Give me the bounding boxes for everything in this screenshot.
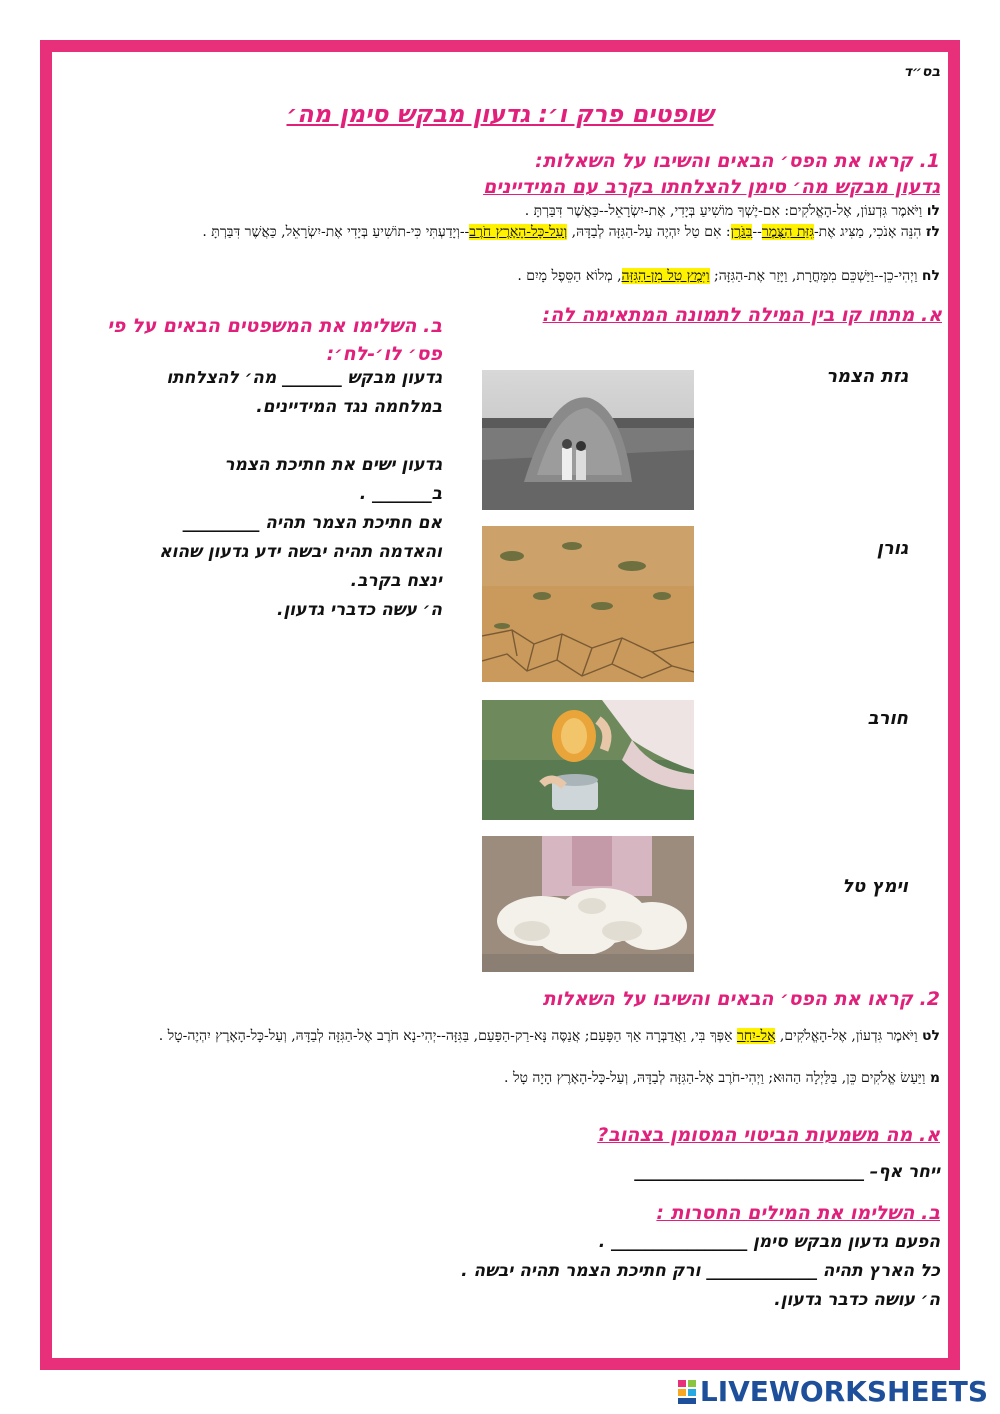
fill-in-line[interactable]: הפעם גדעון מבקש סימן ________________ .	[598, 1232, 940, 1252]
q2a-answer-line[interactable]: ייחר אף– ___________________________	[634, 1162, 940, 1182]
photo-haystack[interactable]	[482, 370, 694, 510]
q2b-sentences	[60, 1228, 940, 1315]
verse-text: , מְלוֹא הַסֵּפֶל מָיִם .	[517, 268, 622, 284]
highlight-wool-fleece: גִּזַּת הַצֶּמֶר	[761, 224, 814, 240]
verse-text: וַיַּעַשׂ אֱלֹקִים כֵּן, בַּלַּיְלָה הַהוּא; וַיְהִי-חֹרֶב אֶל-הַגִּזָּה לְבַדָּהּ, וְעַל-כָּל-הָאָרֶץ הָיָה טָל .	[504, 1070, 926, 1086]
match-word-wool[interactable]: גזת הצמר	[826, 366, 908, 387]
highlight-anger: אַל-יִחַר	[736, 1028, 776, 1044]
fill-in-line[interactable]: כל הארץ תהיה _____________ ורק חתיכת הצמר תהיה יבשה .	[461, 1261, 940, 1281]
blank-spacer	[92, 422, 442, 451]
sentence-line: במלחמה נגד המידיינים.	[256, 397, 442, 417]
highlight-wrung-dew: וַיִּמֶץ טַל מִן-הַגִּזָּה	[621, 268, 710, 284]
verse-38	[95, 266, 940, 287]
part-b-sentences	[92, 364, 442, 625]
verse-number: לט	[922, 1028, 940, 1044]
logo-icon	[678, 1378, 696, 1402]
logo-text: LIVEWORKSHEETS	[699, 1375, 988, 1408]
match-word-dryness[interactable]: חורב	[867, 708, 908, 729]
page-title: שופטים פרק ו׳: גדעון מבקש סימן מה׳	[286, 100, 714, 128]
verse-text: : אִם טַל יִהְיֶה עַל-הַגִּזָּה לְבַדָּהּ,	[567, 224, 731, 240]
sentence-line[interactable]: אם חתיכת הצמר תהיה _________	[182, 513, 442, 533]
verse-number: לח	[921, 268, 940, 284]
verse-text: וַיְהִי-כֵן--וַיַּשְׁכֵּם מִמָּחֳרָת, וַיָּזַר אֶת-הַגִּזָּה;	[709, 268, 918, 284]
verse-37	[95, 222, 940, 243]
match-word-wrung-dew[interactable]: וימץ טל	[842, 876, 908, 897]
verse-text: וַיֹּאמֶר גִּדְעוֹן, אֶל-הָאֱלֹקִים: אִם-יֶשְׁךָ מוֹשִׁיעַ בְּיָדִי, אֶת-יִשְׂרָאֵל--כַּאֲשֶׁר דִּבַּרְתָּ .	[524, 203, 923, 219]
liveworksheets-logo	[678, 1375, 988, 1408]
verse-39	[95, 1026, 940, 1047]
sentence-line: ה׳ עשה כדברי גדעון.	[277, 600, 442, 620]
verse-number: לו	[926, 203, 940, 219]
sentence-line: גדעון מבקש _______ מה׳ להצלחתו	[166, 368, 442, 388]
highlight-threshing-floor: בַּגֹּרֶן	[730, 224, 753, 240]
part-a-heading: א. מתחו קו בין המילה לתמונה המתאימה לה:	[542, 304, 942, 326]
sentence-line: גדעון ישים את חתיכת הצמר	[224, 455, 442, 475]
q2b-heading: ב. השלימו את המילים החסרות :	[656, 1202, 940, 1224]
verse-text: הִנֵּה אָנֹכִי, מַצִּיג אֶת-	[813, 224, 922, 240]
fill-in-line: ה׳ עושה כדבר גדעון.	[774, 1290, 940, 1310]
match-word-threshing-floor[interactable]: גורן	[876, 538, 908, 559]
verse-text: --	[752, 224, 762, 240]
verse-40	[95, 1068, 940, 1089]
bsd-mark: בס״ד	[903, 64, 940, 80]
part-b-heading: ב. השלימו את המשפטים הבאים על פי פס׳ לו׳-לח׳:	[107, 315, 442, 365]
verse-number: לז	[925, 224, 940, 240]
q2a-heading: א. מה משמעות הביטוי המסומן בצהוב?	[597, 1124, 940, 1146]
section1-subheading: גדעון מבקש מה׳ סימן להצלחתו בקרב עם המידיינים	[483, 176, 940, 198]
sentence-line: והאדמה תהיה יבשה ידע גדעון שהוא	[159, 542, 442, 562]
section2-heading: 2. קראו את הפס׳ הבאים והשיבו על השאלות	[542, 988, 940, 1010]
section1-heading: 1. קראו את הפס׳ הבאים והשיבו על השאלות:	[535, 150, 940, 172]
verse-text: --וְיָדַעְתִּי כִּי-תוֹשִׁיעַ בְּיָדִי אֶת-יִשְׂרָאֵל, כַּאֲשֶׁר דִּבַּרְתָּ .	[202, 224, 470, 240]
highlight-dry-land: וְעַל-כָּל-הָאָרֶץ חֹרֶב	[469, 224, 568, 240]
photo-wool[interactable]	[482, 836, 694, 972]
photo-wringing-fleece[interactable]	[482, 700, 694, 820]
sentence-line[interactable]: ב_______ .	[359, 484, 442, 504]
verse-text: אַפְּךָ בִּי, וַאֲדַבְּרָה אַךְ הַפָּעַם; אֲנַסֶּה נָּא-רַק-הַפַּעַם, בַּגִּזָּה--יְהִי-נָא חֹרֶב אֶל-הַגִּזָּה לְבַדָּהּ, וְעַל-כָּל-הָאָרֶץ יִהְיֶה-טָל .	[158, 1028, 737, 1044]
verse-text: וַיֹּאמֶר גִּדְעוֹן, אֶל-הָאֱלֹקִים,	[775, 1028, 918, 1044]
photo-dry-cracked-earth[interactable]	[482, 526, 694, 682]
sentence-line: ינצח בקרב.	[350, 571, 442, 591]
verse-36	[95, 201, 940, 222]
verse-number: מ	[929, 1070, 940, 1086]
